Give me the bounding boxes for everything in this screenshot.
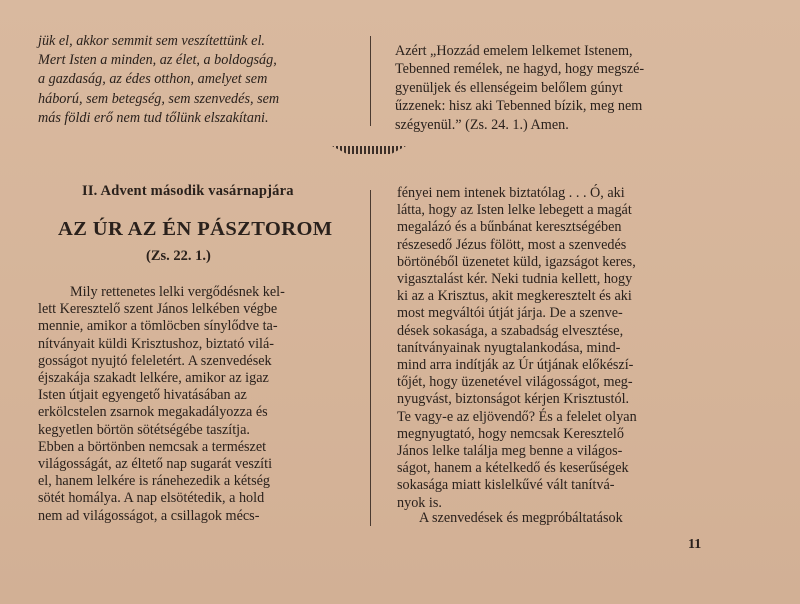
top-left-paragraph: jük el, akkor semmit sem veszítettünk el. Mert Isten a minden, az élet, a boldogság, a gazdaság, az édes otthon, amelyet sem háború, sem betegség, sem szenvedés, sem más földi erő nem tud tőlünk elszakítani.: [38, 33, 280, 126]
main-column-divider: [370, 190, 371, 526]
top-column-divider: [370, 36, 371, 126]
page-number: 11: [688, 537, 702, 552]
right-column-body: fényei nem intenek biztatólag . . . Ó, aki látta, hogy az Isten lelke lebegett a magát megalázó és a bűnbánat keresztségében részesedő Jézus fölött, most a szenvedés börtönéből üzenetet küld, igazságot keres, vigasztalást kér. Neki tudnia kellett, hogy ki az a Krisztus, akit megkeresztelt és aki most megváltói útját járja. De a szenve- dések sokasága, a szabadság elvesztése, tanítványainak nyugtalankodása, mind- mind arra indítják az Úr útjának előkészí- tőjét, hogy üzenetével világosságot, meg- nyugvást, biztonságot kérjen Krisztustól. Te vagy-e az eljövendő? És a felelet olyan megnyugtató, hogy nemcsak Keresztelő János lelke találja meg benne a világos- ságot, hanem a kételkedő és keserűségek sokasága miatt kislelkűvé vált tanítvá- nyok is.: [397, 185, 637, 511]
section-title: AZ ÚR AZ ÉN PÁSZTOROM: [58, 218, 333, 240]
section-ornament: [332, 146, 406, 154]
left-column-body: Mily rettenetes lelki vergődésnek kel- lett Keresztelő szent János lelkében végbe mennie, amikor a tömlöcben sínylődve ta- nítványait küldi Krisztushoz, biztató vilá- gosságot nyujtó feleletért. A szenvedések éjszakája szakadt lelkére, amikor az igaz Isten útjait egyengető hivatásában az erkölcstelen zsarnok megakadályozza és kegyetlen börtön sötétségébe taszítja. Ebben a börtönben nemcsak a természet világosságát, az éltető nap sugarát veszíti el, hanem lelkére is ránehezedik a kétség sötét homálya. A nap elsötétedik, a hold nem ad világosságot, a csillagok mécs-: [38, 284, 285, 524]
section-subtitle: II. Advent második vasárnapjára: [82, 183, 294, 199]
top-right-paragraph: Azért „Hozzád emelem lelkemet Istenem, Tebenned remélek, ne hagyd, hogy megszé- gyenüljek és ellenségeim belőlem gúnyt űzzenek: hisz aki Tebenned bízik, meg nem szégyenül.” (Zs. 24. 1.) Amen.: [395, 43, 645, 133]
right-column-last-line: A szenvedések és megpróbáltatások: [419, 510, 623, 526]
scripture-reference: (Zs. 22. 1.): [146, 248, 211, 264]
